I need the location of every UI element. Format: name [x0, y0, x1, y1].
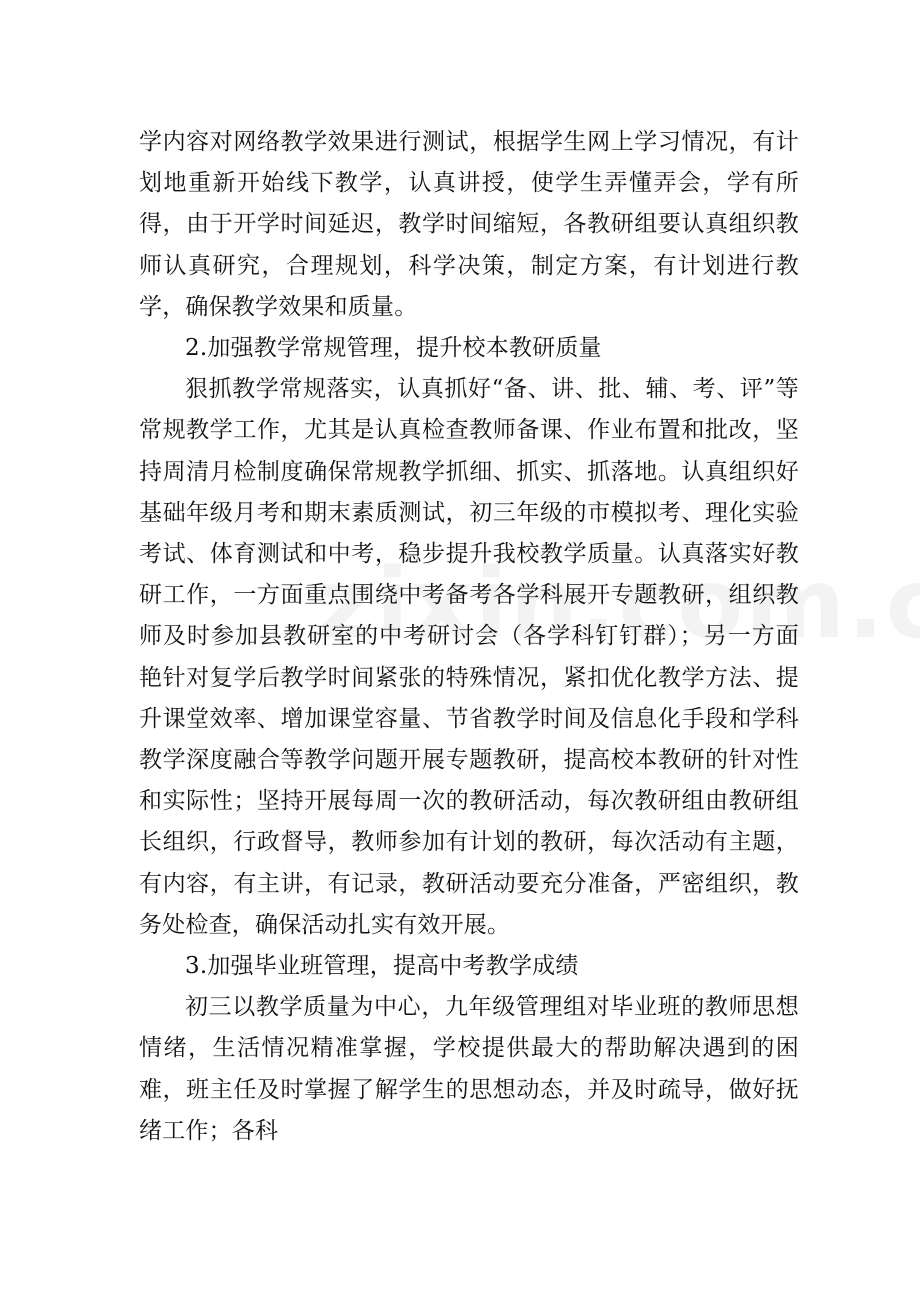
document-body [139, 122, 799, 1152]
heading-2-teaching-routine: 2.加强教学常规管理，提升校本教研质量 [185, 335, 602, 362]
heading-3-graduating-class: 3.加强毕业班管理，提高中考教学成绩 [185, 953, 579, 980]
paragraph-1: 学内容对网络教学效果进行测试，根据学生网上学习情况，有计划地重新开始线下教学，认真讲授，使学生弄懂弄会，学有所得，由于开学时间延迟，教学时间缩短，各教研组要认真组织教师认真研究，合理规划，科学决策，制定方案，有计划进行教学，确保教学效果和质量。 [139, 129, 799, 320]
paragraph-teaching-routine-body: 狠抓教学常规落实，认真抓好“备、讲、批、辅、考、评”等常规教学工作，尤其是认真检查教师备课、作业布置和批改，坚持周清月检制度确保常规教学抓细、抓实、抓落地。认真组织好基础年级月考和期末素质测试，初三年级的市模拟考、理化实验考试、体育测试和中考，稳步提升我校教学质量。认真落实好教研工作，一方面重点围绕中考备考各学科展开专题教研，组织教师及时参加县教研室的中考研讨会（各学科钉钉群）；另一方面艳针对复学后教学时间紧张的特殊情况，紧扣优化教学方法、提升课堂效率、增加课堂容量、节省教学时间及信息化手段和学科教学深度融合等教学问题开展专题教研，提高校本教研的针对性和实际性；坚持开展每周一次的教研活动，每次教研组由教研组长组织，行政督导，教师参加有计划的教研，每次活动有主题，有内容，有主讲，有记录，教研活动要充分准备，严密组织，教务处检查，确保活动扎实有效开展。 [139, 376, 799, 938]
paragraph-graduating-class-body: 初三以教学质量为中心，九年级管理组对毕业班的教师思想情绪，生活情况精准掌握，学校提供最大的帮助解决遇到的困难，班主任及时掌握了解学生的思想动态，并及时疏导，做好抚绪工作；各科 [139, 994, 799, 1144]
